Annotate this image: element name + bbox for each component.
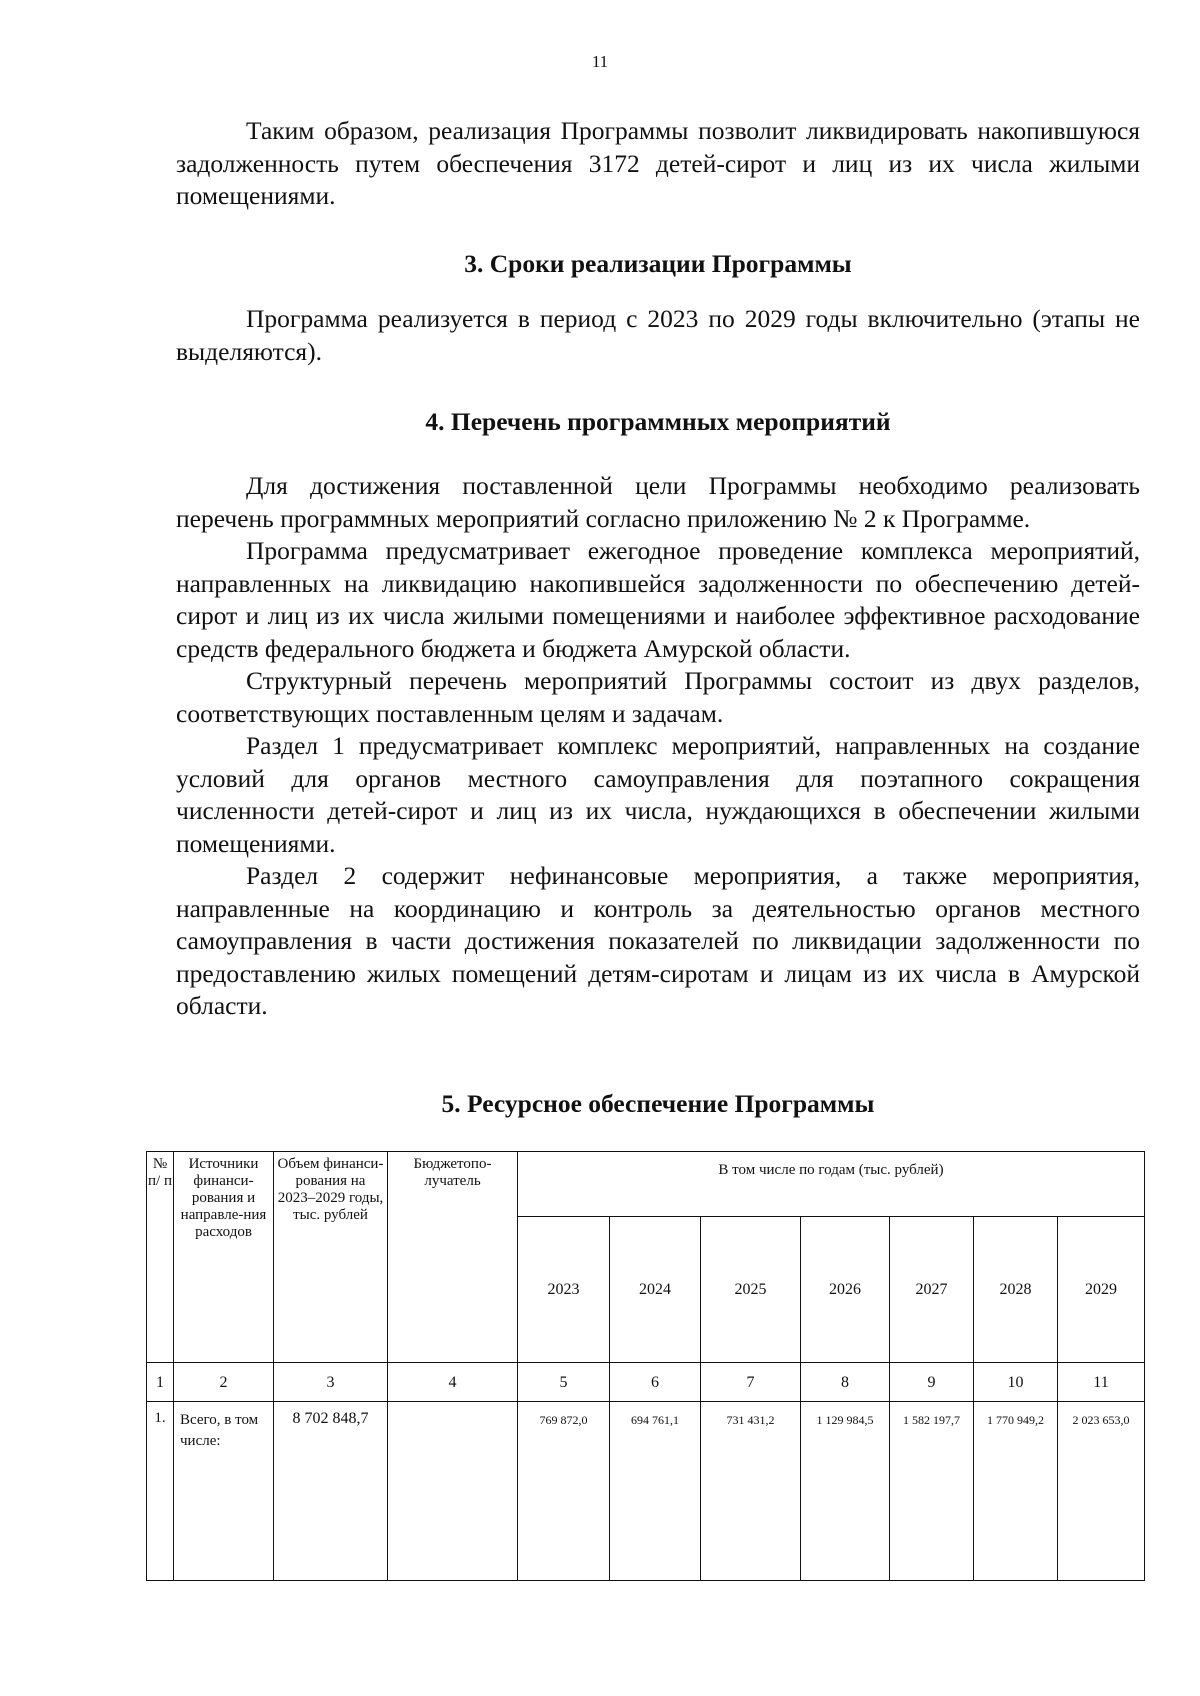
row-source: Всего, в том числе: — [174, 1402, 274, 1581]
header-volume: Объем финанси-рования на 2023–2029 годы, тыс. рублей — [274, 1152, 388, 1363]
row-num: 1. — [147, 1402, 174, 1581]
header-year: 2025 — [701, 1217, 801, 1363]
resource-table — [146, 1151, 1145, 1581]
row-value-2028: 1 770 949,2 — [974, 1402, 1058, 1581]
row-recipient — [388, 1402, 518, 1581]
row-value-2027: 1 582 197,7 — [890, 1402, 974, 1581]
row-value-2026: 1 129 984,5 — [801, 1402, 890, 1581]
column-number-row — [147, 1363, 1145, 1402]
column-number: 11 — [1058, 1363, 1145, 1402]
section-heading-3: 3. Сроки реализации Программы — [464, 249, 852, 278]
page-number: 11 — [591, 52, 609, 71]
column-number: 2 — [174, 1363, 274, 1402]
paragraph: Для достижения поставленной цели Программы необходимо реализовать перечень программных мероприятий согласно приложению № 2 к Программе. — [176, 471, 1140, 533]
paragraph: Структурный перечень мероприятий Программы состоит из двух разделов, соответствующих поставленным целям и задачам. — [176, 666, 1140, 728]
section-heading-4: 4. Перечень программных мероприятий — [425, 407, 891, 436]
column-number: 3 — [274, 1363, 388, 1402]
paragraph: Программа предусматривает ежегодное проведение комплекса мероприятий, направленных на ликвидацию накопившейся задолженности по обеспечению детей-сирот и лиц из их числа жилыми помещениями и наиболее эффективное расходование средств федерального бюджета и бюджета Амурской области. — [176, 536, 1140, 663]
column-number: 5 — [518, 1363, 610, 1402]
header-year: 2023 — [518, 1217, 610, 1363]
paragraph: Раздел 2 содержит нефинансовые мероприятия, а также мероприятия, направленные на координацию и контроль за деятельностью органов местного самоуправления в части достижения показателей по ликвидации задолженности по предоставлению жилых помещений детям-сиротам и лицам из их числа в Амурской области. — [176, 861, 1140, 1020]
column-number: 8 — [801, 1363, 890, 1402]
row-volume: 8 702 848,7 — [274, 1402, 388, 1581]
row-value-2023: 769 872,0 — [518, 1402, 610, 1581]
table-row — [147, 1402, 1145, 1581]
row-value-2024: 694 761,1 — [610, 1402, 701, 1581]
header-source: Источники финанси-рования и направле-ния расходов — [174, 1152, 274, 1363]
paragraph: Таким образом, реализация Программы позволит ликвидировать накопившуюся задолженность путем обеспечения 3172 детей-сирот и лиц из их числа жилыми помещениями. — [176, 116, 1140, 210]
header-year: 2026 — [801, 1217, 890, 1363]
header-num: № п/ п — [147, 1152, 174, 1363]
header-year: 2029 — [1058, 1217, 1145, 1363]
header-year: 2024 — [610, 1217, 701, 1363]
paragraph: Раздел 1 предусматривает комплекс мероприятий, направленных на создание условий для органов местного самоуправления для поэтапного сокращения численности детей-сирот и лиц из их числа, нуждающихся в обеспечении жилыми помещениями. — [176, 731, 1140, 858]
row-value-2029: 2 023 653,0 — [1058, 1402, 1145, 1581]
header-year: 2027 — [890, 1217, 974, 1363]
header-recipient: Бюджетопо-лучатель — [388, 1152, 518, 1363]
column-number: 6 — [610, 1363, 701, 1402]
section-heading-5: 5. Ресурсное обеспечение Программы — [441, 1089, 875, 1118]
intro-section — [176, 115, 1140, 213]
column-number: 1 — [147, 1363, 174, 1402]
header-years-group: В том числе по годам (тыс. рублей) — [518, 1152, 1145, 1217]
column-number: 9 — [890, 1363, 974, 1402]
row-value-2025: 731 431,2 — [701, 1402, 801, 1581]
column-number: 7 — [701, 1363, 801, 1402]
section-4-body — [176, 470, 1140, 1023]
column-number: 10 — [974, 1363, 1058, 1402]
paragraph: Программа реализуется в период с 2023 по 2029 годы включительно (этапы не выделяются). — [176, 304, 1140, 366]
header-year: 2028 — [974, 1217, 1058, 1363]
column-number: 4 — [388, 1363, 518, 1402]
